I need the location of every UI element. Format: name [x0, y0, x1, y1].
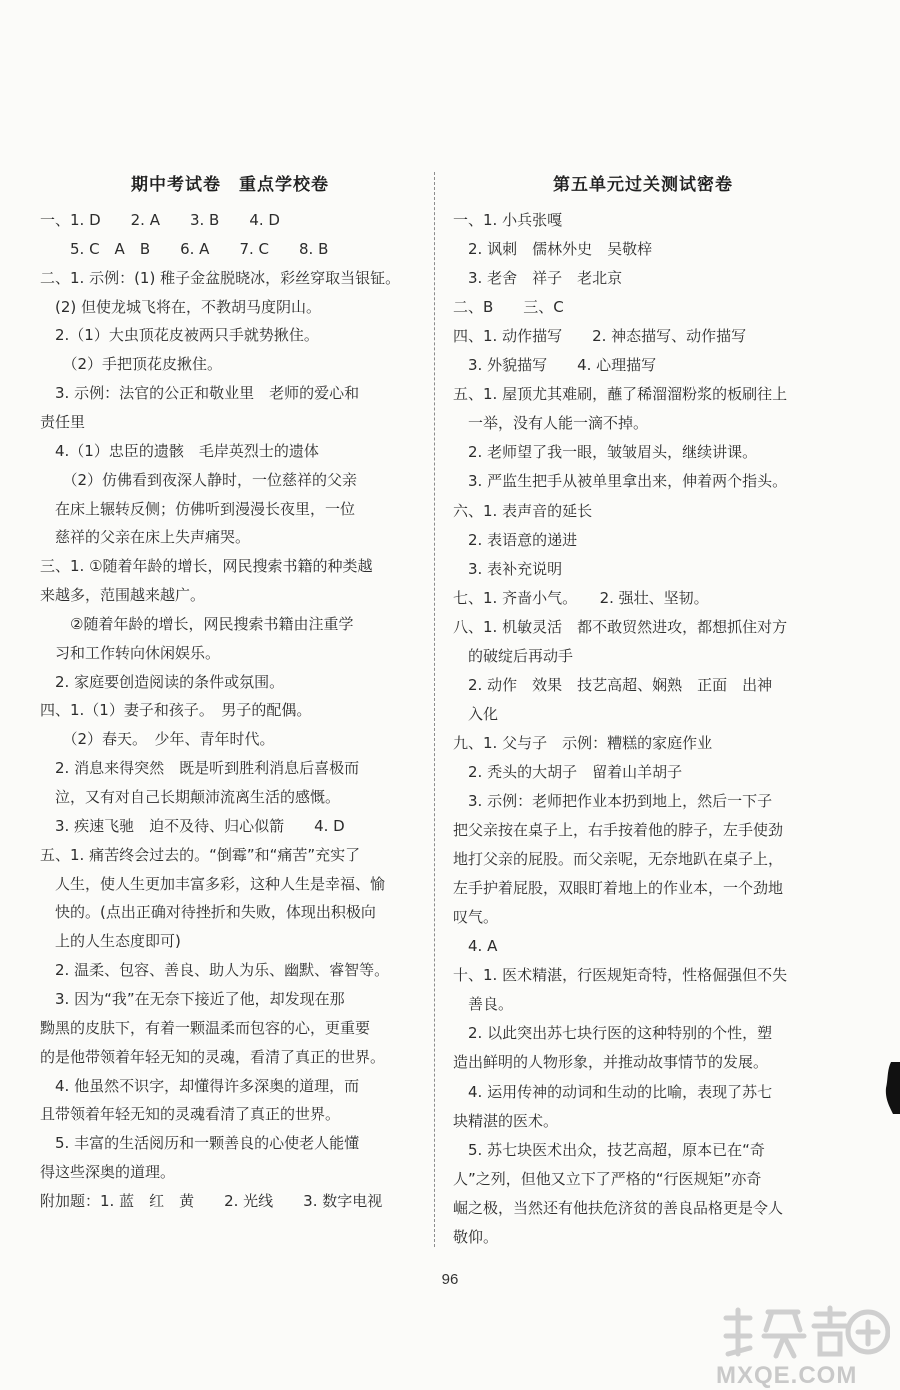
scan-edge-mark: [885, 1062, 900, 1114]
right-answer-line: 一、1. 小兵张嘎: [453, 211, 563, 229]
left-answer-line: 5. C A B 6. A 7. C 8. B: [40, 239, 329, 258]
left-answer-line: 3. 因为“我”在无奈下接近了他，却发现在那: [40, 989, 345, 1008]
right-answer-line: 3. 外貌描写 4. 心理描写: [453, 356, 657, 375]
left-answer-line: 2.（1）大虫顶花皮被两只手就势揪住。: [40, 326, 319, 345]
right-answer-line: 2. 表语意的递进: [453, 530, 578, 549]
right-answer-line: 一举，没有人能一滴不掉。: [453, 414, 649, 433]
left-answer-line: 4.（1）忠臣的遗骸 毛岸英烈士的遗体: [40, 441, 319, 460]
left-answer-line: 一、1. D 2. A 3. B 4. D: [40, 211, 280, 229]
right-answer-line: 3. 老舍 祥子 老北京: [453, 269, 623, 288]
right-answer-line: 2. 以此突出苏七块行医的这种特别的个性，塑: [453, 1024, 773, 1043]
left-answer-line: 4. 他虽然不识字，却懂得许多深奥的道理，而: [40, 1076, 360, 1095]
right-answer-line: 2. 动作 效果 技艺高超、娴熟 正面 出神: [453, 675, 773, 694]
left-answer-line: 2. 家庭要创造阅读的条件或氛围。: [40, 672, 285, 691]
right-answer-line: 5. 苏七块医术出众，技艺高超，原本已在“奇: [453, 1140, 765, 1159]
right-answer-line: 3. 表补充说明: [453, 559, 563, 578]
left-answer-line: 五、1. 痛苦终会过去的。“倒霉”和“痛苦”充实了: [40, 845, 361, 864]
right-answer-line: 2. 老师望了我一眼，皱皱眉头，继续讲课。: [453, 443, 758, 462]
column-divider: [434, 172, 435, 1247]
right-answer-line: 善良。: [453, 995, 514, 1014]
right-answer-line: 敬仰。: [453, 1227, 499, 1246]
left-answer-line: 5. 丰富的生活阅历和一颗善良的心使老人能懂: [40, 1134, 360, 1153]
left-answer-line: （2）春天。 少年、青年时代。: [40, 730, 275, 749]
right-answer-line: 4. A: [453, 937, 498, 956]
left-answer-line: （2）手把顶花皮揪住。: [40, 355, 223, 374]
right-answer-line: 七、1. 齐啬小气。 2. 强壮、坚韧。: [453, 588, 709, 607]
page-number: 96: [441, 1271, 459, 1288]
right-section-title: 第五单元过关测试密卷: [553, 175, 733, 195]
left-answer-line: (2) 但使龙城飞将在，不教胡马度阴山。: [40, 297, 322, 316]
left-answer-line: 来越多，范围越来越广。: [40, 586, 206, 605]
right-answer-line: 3. 严监生把手从被单里拿出来，伸着两个指头。: [453, 472, 788, 491]
watermark-logo-icon: [720, 1304, 890, 1360]
right-answer-line: 把父亲按在桌子上，右手按着他的脖子，左手使劲: [453, 821, 784, 840]
left-section-title: 期中考试卷 重点学校卷: [131, 175, 329, 195]
right-answer-line: 十、1. 医术精湛，行医规矩奇特，性格倔强但不失: [453, 966, 788, 985]
left-answer-line: （2）仿佛看到夜深人静时，一位慈祥的父亲: [40, 470, 358, 489]
right-answer-line: 六、1. 表声音的延长: [453, 501, 593, 520]
left-answer-line: 责任里: [40, 412, 86, 431]
left-answer-line: 三、1. ①随着年龄的增长，网民搜索书籍的种类越: [40, 557, 373, 576]
left-answer-line: 的是他带领着年轻无知的灵魂，看清了真正的世界。: [40, 1047, 386, 1066]
right-answer-line: 2. 讽刺 儒林外史 吴敬梓: [453, 240, 653, 259]
left-answer-line: 3. 疾速飞驰 迫不及待、归心似箭 4. D: [40, 816, 345, 835]
left-answer-line: 慈祥的父亲在床上失声痛哭。: [40, 528, 251, 547]
left-answer-line: ②随着年龄的增长，网民搜索书籍由注重学: [40, 614, 354, 633]
left-answer-line: 泣，又有对自己长期颠沛流离生活的感慨。: [40, 788, 341, 806]
right-answer-line: 叹气。: [453, 908, 499, 927]
left-answer-line: 在床上辗转反侧；仿佛听到漫漫长夜里，一位: [40, 499, 356, 518]
right-answer-line: 块精湛的医术。: [453, 1111, 559, 1130]
left-answer-line: 3. 示例：法官的公正和敬业里 老师的爱心和: [40, 384, 360, 403]
left-answer-line: 上的人生态度即可): [40, 932, 181, 951]
left-answer-line: 四、1.（1）妻子和孩子。 男子的配偶。: [40, 701, 312, 720]
right-answer-line: 二、B 三、C: [453, 298, 564, 317]
left-answer-line: 人生，使人生更加丰富多彩，这种人生是幸福、愉: [40, 874, 386, 893]
left-answer-line: 二、1. 示例：(1) 稚子金盆脱晓冰，彩丝穿取当银钲。: [40, 268, 401, 287]
right-answer-line: 八、1. 机敏灵活 都不敢贸然进攻，都想抓住对方: [453, 617, 788, 636]
watermark: [704, 1300, 894, 1389]
right-answer-line: 五、1. 屋顶尤其难刷，蘸了稀溜溜粉浆的板刷往上: [453, 385, 788, 404]
right-answer-line: 2. 秃头的大胡子 留着山羊胡子: [453, 762, 683, 781]
right-answer-line: 地打父亲的屁股。而父亲呢，无奈地趴在桌子上，: [453, 850, 784, 869]
left-answer-line: 附加题：1. 蓝 红 黄 2. 光线 3. 数字电视: [40, 1191, 383, 1210]
right-answer-line: 造出鲜明的人物形象，并推动故事情节的发展。: [453, 1053, 769, 1072]
right-answer-line: 入化: [453, 704, 499, 723]
right-answer-line: 九、1. 父与子 示例：糟糕的家庭作业: [453, 733, 713, 752]
right-answer-line: 3. 示例：老师把作业本扔到地上，然后一下子: [453, 792, 773, 810]
left-answer-line: 得这些深奥的道理。: [40, 1163, 176, 1182]
left-answer-line: 习和工作转向休闲娱乐。: [40, 643, 221, 662]
right-answer-line: 的破绽后再动手: [453, 646, 574, 665]
left-answer-line: 黝黑的皮肤下，有着一颗温柔而包容的心，更重要: [40, 1018, 371, 1037]
right-answer-line: 左手护着屁股，双眼盯着地上的作业本，一个劲地: [453, 879, 784, 898]
right-answer-line: 4. 运用传神的动词和生动的比喻，表现了苏七: [453, 1082, 773, 1101]
right-answer-line: 人”之列，但他又立下了严格的“行医规矩”亦奇: [453, 1169, 762, 1188]
right-answer-line: 崛之极，当然还有他扶危济贫的善良品格更是令人: [453, 1198, 784, 1217]
right-answer-line: 四、1. 动作描写 2. 神态描写、动作描写: [453, 327, 747, 346]
left-answer-line: 且带领着年轻无知的灵魂看清了真正的世界。: [40, 1105, 341, 1124]
watermark-text: MXQE.COM: [716, 1362, 858, 1389]
left-answer-line: 快的。(点出正确对待挫折和失败，体现出积极向: [40, 903, 376, 922]
left-answer-line: 2. 温柔、包容、善良、助人为乐、幽默、睿智等。: [40, 961, 390, 980]
left-answer-line: 2. 消息来得突然 既是听到胜利消息后喜极而: [40, 759, 360, 778]
